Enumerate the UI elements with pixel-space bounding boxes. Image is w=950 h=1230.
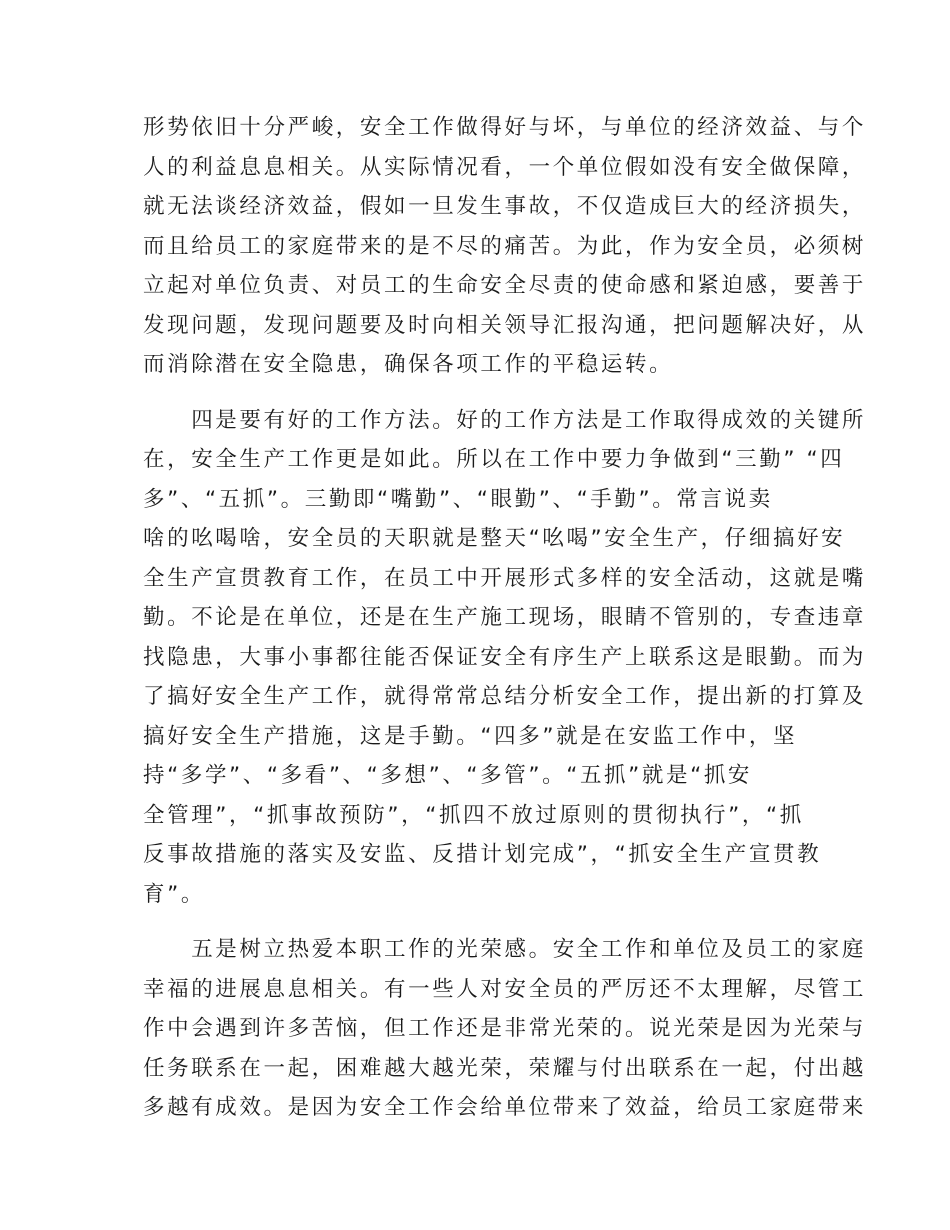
text-line: 在，安全生产工作更是如此。所以在工作中要力争做到“三勤” “四 (143, 447, 845, 472)
document-body (143, 108, 867, 1128)
text-line: 就无法谈经济效益，假如一旦发生事故，不仅造成巨大的经济损失， (143, 194, 867, 219)
text-line: 全管理”，“抓事故预防”，“抓四不放过原则的贯彻执行”，“抓 (143, 802, 804, 828)
text-line: 多越有成效。是因为安全工作会给单位带来了效益，给员工家庭带来 (143, 1095, 867, 1120)
text-line: 全生产宣贯教育工作，在员工中开展形式多样的安全活动，这就是嘴 (143, 565, 867, 591)
text-line: 五是树立热爱本职工作的光荣感。安全工作和单位及员工的家庭 (143, 937, 867, 962)
text-line: 而消除潜在安全隐患，确保各项工作的平稳运转。 (143, 352, 674, 377)
text-line: 四是要有好的工作方法。好的工作方法是工作取得成效的关键所 (143, 407, 867, 433)
text-line: 育”。 (143, 881, 205, 907)
paragraph-3 (143, 930, 867, 1128)
text-line: 任务联系在一起，困难越大越光荣，荣耀与付出联系在一起，付出越 (143, 1055, 867, 1081)
text-line: 了搞好安全生产工作，就得常常总结分析安全工作，提出新的打算及 (143, 684, 867, 709)
text-line: 啥的吆喝啥，安全员的天职就是整天“吆喝”安全生产，仔细搞好安 (143, 526, 846, 551)
text-line: 勤。不论是在单位，还是在生产施工现场，眼睛不管别的，专查违章 (143, 605, 867, 630)
text-line: 立起对单位负责、对员工的生命安全尽责的使命感和紧迫感，要善于 (143, 273, 867, 298)
paragraph-spacer (143, 385, 815, 401)
text-line: 形势依旧十分严峻，安全工作做得好与坏，与单位的经济效益、与个 (143, 115, 867, 140)
text-line: 找隐患，大事小事都往能否保证安全有序生产上联系这是眼勤。而为 (143, 644, 867, 670)
text-line: 人的利益息息相关。从实际情况看，一个单位假如没有安全做保障， (143, 154, 867, 180)
paragraph-spacer (143, 914, 815, 930)
paragraph-2 (143, 401, 867, 915)
text-line: 反事故措施的落实及安监、反措计划完成”，“抓安全生产宣贯教 (143, 842, 822, 867)
text-line: 幸福的进展息息相关。有一些人对安全员的严厉还不太理解，尽管工 (143, 976, 867, 1002)
text-line: 而且给员工的家庭带来的是不尽的痛苦。为此，作为安全员，必须树 (143, 233, 867, 259)
text-line: 多”、“五抓”。三勤即“嘴勤”、“眼勤”、“手勤”。常言说卖 (143, 486, 773, 512)
text-line: 作中会遇到许多苦恼，但工作还是非常光荣的。说光荣是因为光荣与 (143, 1016, 867, 1041)
paragraph-1 (143, 108, 867, 385)
text-line: 搞好安全生产措施，这是手勤。“四多”就是在安监工作中，坚 (143, 723, 798, 749)
text-line: 发现问题，发现问题要及时向相关领导汇报沟通，把问题解决好，从 (143, 312, 867, 338)
text-line: 持“多学”、“多看”、“多想”、“多管”。“五抓”就是“抓安 (143, 763, 753, 788)
